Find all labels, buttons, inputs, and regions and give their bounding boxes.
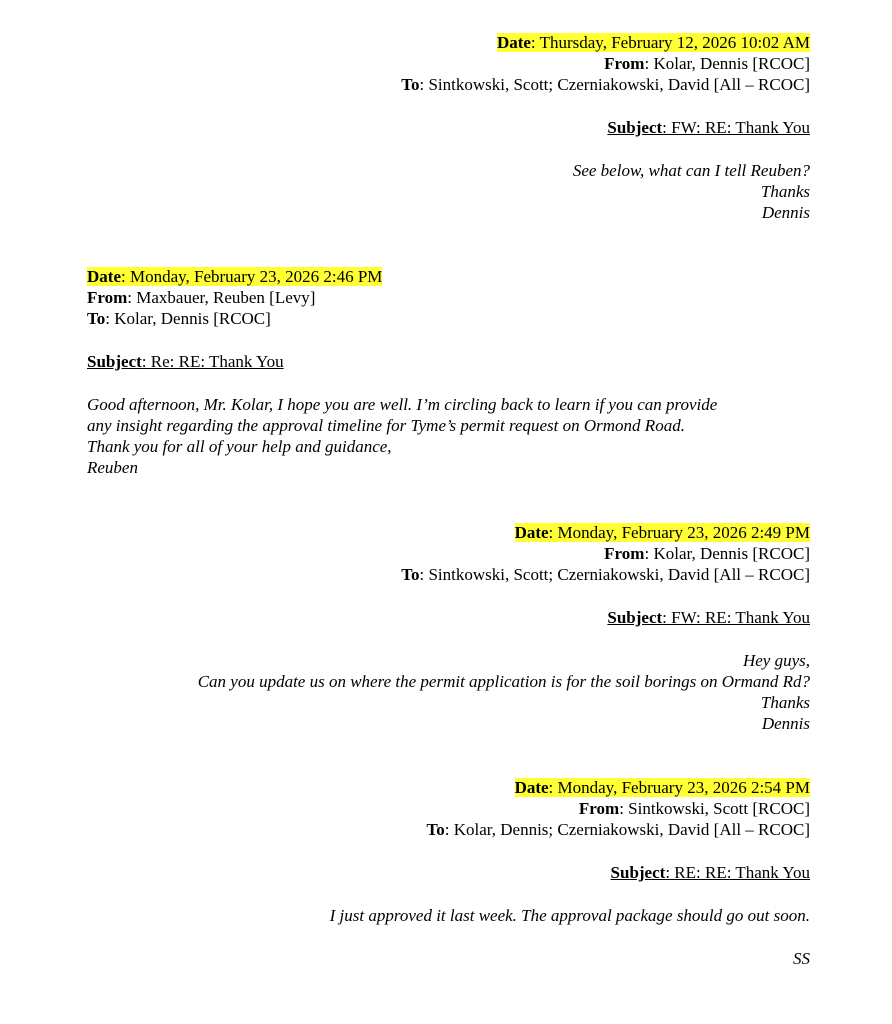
email-3-body-line: Can you update us on where the permit application is for the soil borings on Ormand Rd?: [197, 672, 810, 691]
email-3-from: : Kolar, Dennis [RCOC]: [644, 544, 810, 563]
to-label: To: [426, 820, 445, 839]
subject-label: Subject: [610, 863, 666, 882]
date-label: Date: [514, 523, 549, 542]
email-4-subject-line: [87, 862, 810, 883]
email-1-body-line: See below, what can I tell Reuben?: [572, 161, 810, 180]
email-1-body: [87, 160, 810, 223]
email-1-subject-line: [87, 117, 810, 138]
subject-label: Subject: [607, 118, 663, 137]
email-3-to-line: [87, 564, 810, 585]
email-4-date-line: [87, 777, 810, 798]
email-1-body-line: Dennis: [761, 203, 810, 222]
email-1-date: : Thursday, February 12, 2026 10:02 AM: [530, 33, 810, 52]
to-label: To: [401, 75, 420, 94]
email-3-body-line: Hey guys,: [742, 651, 810, 670]
email-2-subject-line: [87, 351, 810, 372]
subject-label: Subject: [607, 608, 663, 627]
email-1-body-line: Thanks: [760, 182, 810, 201]
to-label: To: [87, 309, 106, 328]
email-4-subject: : RE: RE: Thank You: [665, 863, 810, 882]
email-3-subject-line: [87, 607, 810, 628]
email-4-signature: SS: [793, 949, 810, 968]
email-1-to: : Sintkowski, Scott; Czerniakowski, David [All – RCOC]: [419, 75, 810, 94]
email-3-date-line: [87, 522, 810, 543]
email-4-body-line: I just approved it last week. The approval package should go out soon.: [329, 906, 810, 925]
email-3-subject: : FW: RE: Thank You: [662, 608, 810, 627]
email-2-body-line: any insight regarding the approval timeline for Tyme’s permit request on Ormond Road.: [87, 416, 685, 435]
email-2-to: : Kolar, Dennis [RCOC]: [105, 309, 271, 328]
date-label: Date: [514, 778, 549, 797]
email-1-from-line: [87, 53, 810, 74]
email-4-date: : Monday, February 23, 2026 2:54 PM: [548, 778, 810, 797]
email-4-from-line: [87, 798, 810, 819]
email-3-to: : Sintkowski, Scott; Czerniakowski, David [All – RCOC]: [419, 565, 810, 584]
date-label: Date: [87, 267, 121, 286]
email-2: [87, 266, 810, 478]
from-label: From: [87, 288, 128, 307]
email-2-body-line: Thank you for all of your help and guidance,: [87, 437, 392, 456]
email-1: [87, 32, 810, 223]
email-3-body: [87, 650, 810, 734]
from-label: From: [604, 54, 645, 73]
email-2-from: : Maxbauer, Reuben [Levy]: [127, 288, 316, 307]
email-4: [87, 777, 810, 969]
email-4-to-line: [87, 819, 810, 840]
email-2-to-line: [87, 308, 810, 329]
email-2-body-line: Reuben: [87, 458, 138, 477]
email-1-date-line: [87, 32, 810, 53]
from-label: From: [578, 799, 620, 818]
email-2-date-line: [87, 266, 810, 287]
email-1-subject: : FW: RE: Thank You: [662, 118, 810, 137]
email-2-subject: : Re: RE: Thank You: [141, 352, 284, 371]
email-3-body-line: Dennis: [761, 714, 810, 733]
email-1-to-line: [87, 74, 810, 95]
email-4-from: : Sintkowski, Scott [RCOC]: [619, 799, 810, 818]
email-3-date: : Monday, February 23, 2026 2:49 PM: [548, 523, 810, 542]
email-2-date: : Monday, February 23, 2026 2:46 PM: [120, 267, 383, 286]
from-label: From: [604, 544, 645, 563]
email-1-from: : Kolar, Dennis [RCOC]: [644, 54, 810, 73]
email-3-from-line: [87, 543, 810, 564]
email-2-from-line: [87, 287, 810, 308]
email-3-body-line: Thanks: [760, 693, 810, 712]
date-label: Date: [496, 33, 531, 52]
email-2-body: [87, 394, 810, 478]
subject-label: Subject: [87, 352, 142, 371]
email-4-to: : Kolar, Dennis; Czerniakowski, David [All – RCOC]: [444, 820, 810, 839]
email-4-body: [87, 905, 810, 969]
email-2-body-line: Good afternoon, Mr. Kolar, I hope you are well. I’m circling back to learn if you can provide: [87, 395, 718, 414]
to-label: To: [401, 565, 420, 584]
email-3: [87, 522, 810, 734]
